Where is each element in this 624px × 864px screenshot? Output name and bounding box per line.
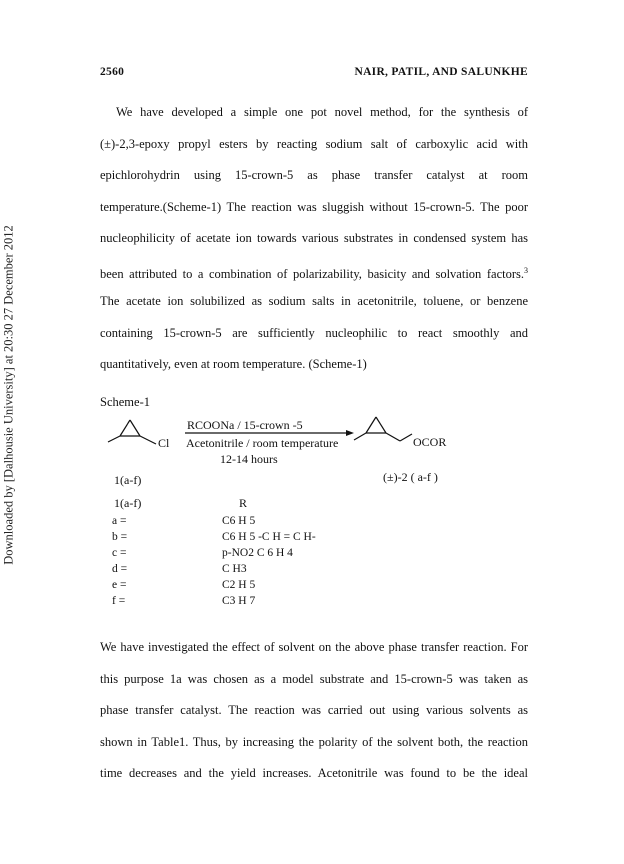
substituent-value: p-NO2 C 6 H 4 [222,547,293,559]
substituent-key: a = [112,515,127,527]
author-header: NAIR, PATIL, AND SALUNKHE [354,66,528,78]
substituent-value: C3 H 7 [222,595,256,607]
text-line: epichlorohydrin using 15-crown-5 as phase transfer catalyst at room [100,168,528,182]
substituent-row [112,594,255,608]
reaction-time: 12-14 hours [220,452,278,466]
substituent-row [112,546,293,560]
reactant-label: 1(a-f) [114,473,142,487]
reactant-substituent: Cl [158,436,170,450]
download-watermark [2,160,16,630]
substituent-row [112,530,316,544]
product-substituent: OCOR [413,435,447,449]
paragraph-intro [100,97,528,381]
substituent-value: C6 H 5 [222,515,256,527]
substituent-value-header: R [239,496,248,510]
paragraph-solvent-effect [100,632,528,790]
substituent-key: e = [112,579,127,591]
text-line: The acetate ion solubilized as sodium salts in acetonitrile, toluene, or benzene [100,294,528,308]
substituent-row [112,514,255,528]
epichlorohydrin-structure [108,420,156,444]
text-line: shown in Table1. Thus, by increasing the polarity of the solvent both, the reaction [100,734,528,749]
substituent-value: C2 H 5 [222,579,256,591]
text-line: (±)-2,3-epoxy propyl esters by reacting sodium salt of carboxylic acid with [100,136,528,151]
substituent-key: f = [112,595,126,607]
substituent-value: C H3 [222,563,247,575]
scheme-label: Scheme-1 [100,395,150,409]
substituent-key: d = [112,563,128,575]
text-line: We have developed a simple one pot novel method, for the synthesis of [116,105,528,119]
text-line: this purpose 1a was chosen as a model substrate and 15-crown-5 was taken as [100,671,528,686]
reaction-scheme [100,408,500,488]
substituent-value: C6 H 5 -C H = C H- [222,531,316,543]
text-line: We have investigated the effect of solvent on the above phase transfer reaction. For [100,640,528,654]
text-line: phase transfer catalyst. The reaction was carried out using various solvents as [100,703,528,717]
reaction-arrow-head [346,430,354,436]
reference-mark: 3 [524,265,528,275]
product-label: (±)-2 ( a-f ) [383,470,438,484]
text-line: quantitatively, even at room temperature. (Scheme-1) [100,357,367,371]
text-line: nucleophilicity of acetate ion towards various substrates in condensed system has [100,231,528,245]
epoxy-ester-structure [354,417,412,441]
substituent-key: b = [112,531,128,543]
solvent-condition: Acetonitrile / room temperature [186,436,339,450]
text-line [100,255,528,287]
text-line: temperature.(Scheme-1) The reaction was sluggish without 15-crown-5. The poor [100,199,528,214]
substituent-key: c = [112,547,127,559]
text-line-content: been attributed to a combination of polarizability, basicity and solvation factors. [100,266,524,281]
text-line: time decreases and the yield increases. Acetonitrile was found to be the ideal [100,766,528,780]
substituent-row [112,578,255,592]
reagent-label: RCOONa / 15-crown -5 [187,418,303,432]
substituent-row [112,562,247,576]
download-watermark-text: Downloaded by [Dalhousie University] at 20:30 27 December 2012 [1,225,16,565]
text-line: containing 15-crown-5 are sufficiently nucleophilic to react smoothly and [100,325,528,340]
substituent-key-header: 1(a-f) [114,496,142,510]
page-number: 2560 [100,66,125,78]
running-head [100,66,528,78]
